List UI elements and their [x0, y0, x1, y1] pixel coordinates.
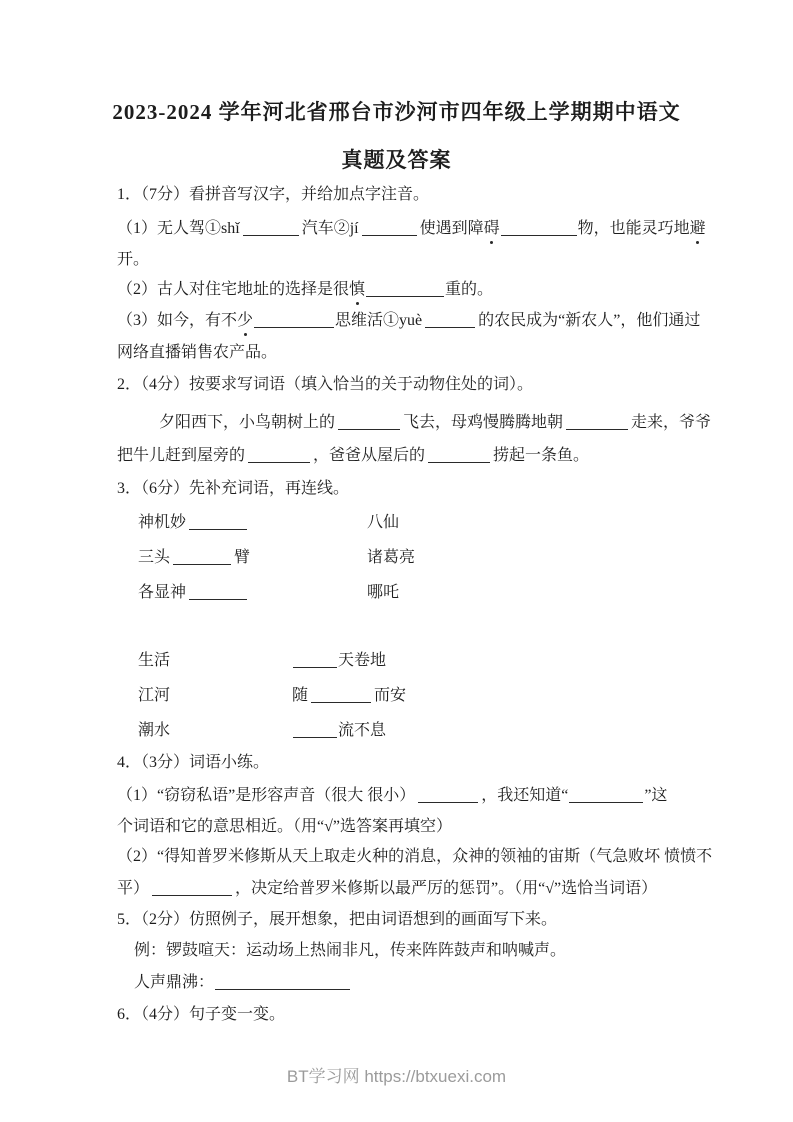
question-1-item-3 — [117, 310, 700, 332]
q1-item3-text-a: （3）如今，有不 — [117, 312, 238, 329]
fill-blank — [293, 722, 337, 738]
fill-blank — [189, 514, 247, 530]
question-5-example — [134, 940, 566, 962]
question-6-header-text: 6．（4分）句子变一变。 — [117, 1006, 286, 1023]
fill-blank — [248, 447, 310, 463]
q3-group2-row2-left — [138, 685, 170, 707]
q1-item1-text-d: 物，也能灵巧地 — [577, 220, 690, 237]
dotted-character: 少 — [237, 310, 253, 332]
q3-group2-row3-right — [292, 720, 386, 742]
question-4-header — [117, 752, 269, 774]
q3-word-stem: 潮水 — [138, 722, 171, 739]
fill-blank — [173, 549, 231, 565]
q4-item1-text-d: 个词语和它的意思相近。（用“√”选答案再填空） — [117, 818, 452, 835]
q3-word-suffix: 而安 — [374, 687, 407, 704]
q4-item2-text-a: （2）“得知普罗米修斯从天上取走火种的消息，众神的领袖的宙斯（气急败坏 愤愤不 — [117, 848, 713, 865]
dotted-character: 避 — [690, 218, 706, 240]
q3-word-stem: 生活 — [138, 652, 171, 669]
q3-word-stem: 各显神 — [138, 584, 187, 601]
q5-example-text: 例：锣鼓喧天：运动场上热闹非凡，传来阵阵鼓声和呐喊声。 — [134, 942, 567, 959]
document-title-line1: 2023-2024 学年河北省邢台市沙河市四年级上学期期中语文 — [112, 100, 681, 124]
q1-item1-text-c: 使遇到障 — [419, 220, 484, 237]
q1-item2-text-a: （2）古人对住宅地址的选择是很 — [117, 281, 350, 298]
q2-text-c: 走来，爷爷 — [631, 414, 712, 431]
question-5-header — [117, 909, 557, 931]
question-1-item-2 — [117, 279, 493, 301]
q3-group2-row1-left — [138, 650, 170, 672]
q3-group1-row3-right — [367, 582, 399, 604]
fill-blank — [254, 312, 334, 328]
fill-blank — [215, 974, 350, 990]
q3-match-option: 哪吒 — [367, 584, 400, 601]
question-2-header — [117, 374, 533, 396]
question-2-line-1 — [159, 412, 711, 434]
question-5-answer-line — [134, 972, 351, 994]
q4-item1-text-a: （1）“窃窃私语”是形容声音（很大 很小） — [117, 787, 416, 804]
q3-group2-row3-left — [138, 720, 170, 742]
fill-blank — [501, 220, 577, 236]
question-1-header-text: 1．（7分）看拼音写汉字，并给加点字注音。 — [117, 186, 430, 203]
fill-blank — [293, 652, 337, 668]
site-watermark-text: BT学习网 https://btxuexi.com — [286, 1067, 507, 1086]
q4-item2-text-b: 平） — [117, 880, 150, 897]
q3-match-option: 诸葛亮 — [367, 549, 416, 566]
fill-blank — [189, 584, 247, 600]
question-1-item-1 — [117, 218, 706, 240]
fill-blank — [428, 447, 490, 463]
q3-word-stem: 神机妙 — [138, 514, 187, 531]
fill-blank — [152, 880, 232, 896]
fill-blank — [418, 787, 478, 803]
question-4-item-1-continuation — [117, 816, 452, 838]
dotted-character: 碍 — [484, 218, 500, 240]
q3-word-suffix: 流不息 — [338, 722, 387, 739]
q1-item1-text-b: 汽车②jí — [301, 220, 359, 237]
q2-text-e: ，爸爸从屋后的 — [313, 447, 426, 464]
question-4-item-2-continuation — [117, 878, 657, 900]
question-2-line-2 — [117, 445, 589, 467]
q3-word-suffix: 天卷地 — [338, 652, 387, 669]
question-6-header — [117, 1004, 285, 1026]
q3-group1-row2-right — [367, 547, 415, 569]
fill-blank — [566, 414, 628, 430]
fill-blank — [311, 687, 371, 703]
q2-text-b: 飞去，母鸡慢腾腾地朝 — [403, 414, 564, 431]
q5-prompt-text: 人声鼎沸： — [134, 974, 215, 991]
q3-word-stem: 三头 — [138, 549, 171, 566]
q3-word-suffix: 臂 — [234, 549, 251, 566]
q4-item1-text-b: ，我还知道“ — [481, 787, 569, 804]
q3-word-stem: 江河 — [138, 687, 171, 704]
dotted-character: 慎 — [349, 279, 365, 301]
q3-group1-row1-right — [367, 512, 399, 534]
q2-text-f: 捞起一条鱼。 — [493, 447, 590, 464]
fill-blank — [366, 281, 444, 297]
q1-item1-text-e: 开。 — [117, 251, 150, 268]
question-1-item-1-continuation — [117, 249, 149, 271]
q2-text-d: 把牛儿赶到屋旁的 — [117, 447, 246, 464]
q1-item3-text-d: 网络直播销售农产品。 — [117, 344, 278, 361]
fill-blank — [569, 787, 643, 803]
q1-item1-text-a: （1）无人驾①shǐ — [117, 220, 240, 237]
question-1-item-3-continuation — [117, 342, 277, 364]
question-3-header-text: 3．（6分）先补充词语，再连线。 — [117, 480, 350, 497]
q1-item3-text-c: 的农民成为“新农人”，他们通过 — [478, 312, 701, 329]
question-4-header-text: 4．（3分）词语小练。 — [117, 754, 270, 771]
q3-match-option: 八仙 — [367, 514, 400, 531]
q3-group1-row1-left — [138, 512, 250, 534]
site-watermark — [0, 1062, 793, 1087]
fill-blank — [338, 414, 400, 430]
fill-blank — [362, 220, 417, 236]
question-2-header-text: 2．（4分）按要求写词语（填入恰当的关于动物住处的词）。 — [117, 376, 534, 393]
question-1-header — [117, 184, 429, 206]
fill-blank — [243, 220, 299, 236]
q3-word-prefix: 随 — [292, 687, 309, 704]
q4-item1-text-c: ”这 — [644, 787, 668, 804]
q3-group2-row1-right — [292, 650, 386, 672]
q2-text-a: 夕阳西下，小鸟朝树上的 — [159, 414, 336, 431]
q4-item2-text-c: ，决定给普罗米修斯以最严厉的惩罚”。（用“√”选恰当词语） — [235, 880, 658, 897]
q1-item2-text-b: 重的。 — [445, 281, 494, 298]
document-title-line2: 真题及答案 — [341, 148, 452, 172]
q3-group2-row2-right — [292, 685, 406, 707]
question-5-header-text: 5．（2分）仿照例子，展开想象，把由词语想到的画面写下来。 — [117, 911, 558, 928]
question-4-item-2 — [117, 846, 712, 868]
question-4-item-1 — [117, 785, 667, 807]
q3-group1-row2-left — [138, 547, 250, 569]
question-3-header — [117, 478, 349, 500]
fill-blank — [425, 312, 475, 328]
q3-group1-row3-left — [138, 582, 250, 604]
q1-item3-text-b: 思维活①yuè — [335, 312, 423, 329]
